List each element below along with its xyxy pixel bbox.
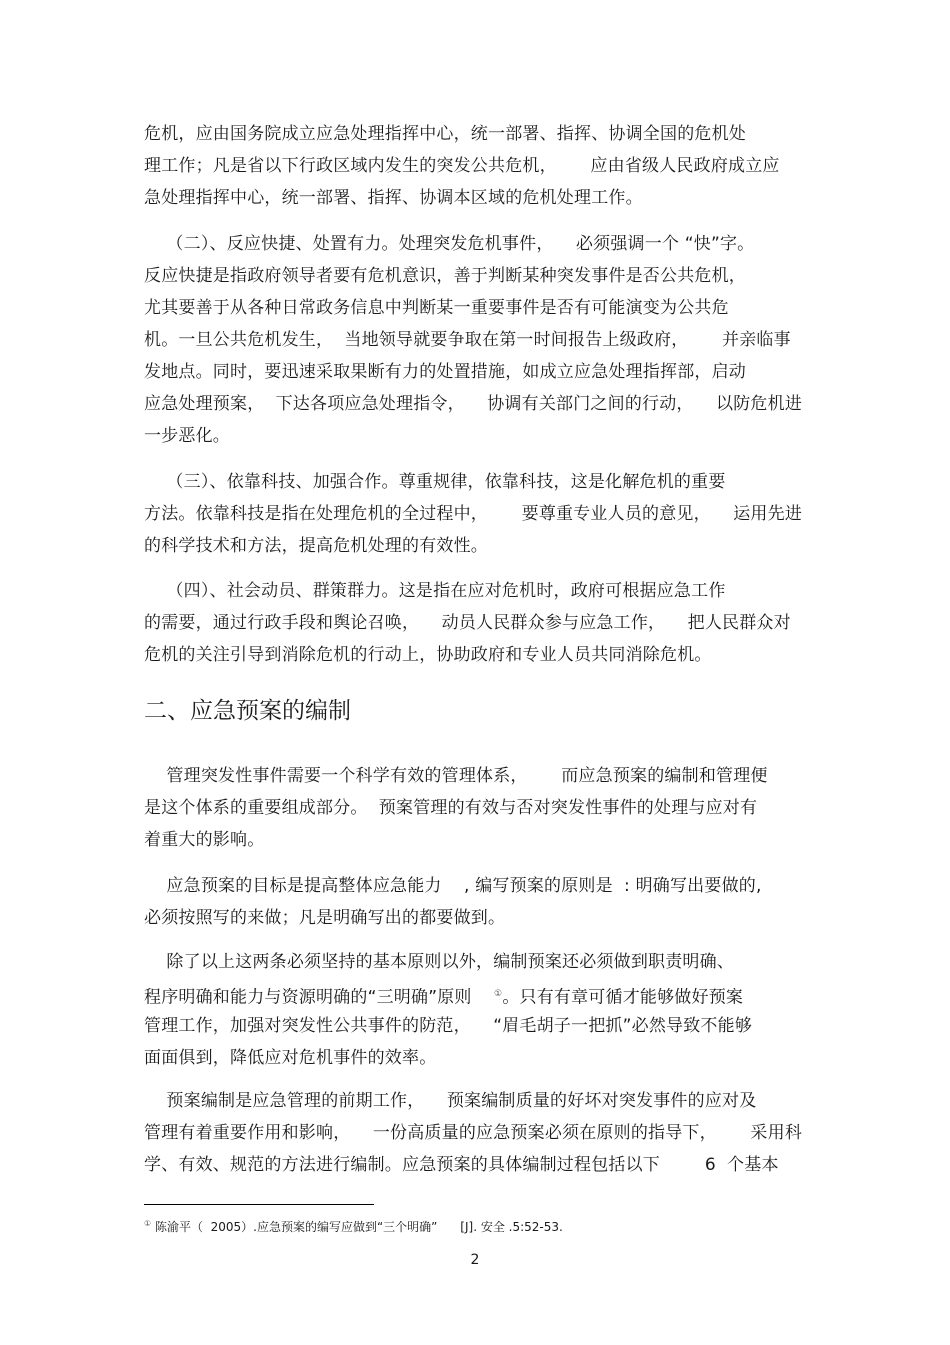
footnote-mark: ① [144,1219,152,1228]
paragraph-7 [144,946,824,1074]
text-line: 危机的关注引导到消除危机的行动上，协助政府和专业人员共同消除危机。 [144,645,712,665]
text-line: （三）、依靠科技、加强合作。尊重规律，依靠科技，这是化解危机的重要 [144,472,726,492]
text-line: 学、有效、规范的方法进行编制。应急预案的具体编制过程包括以下 6 个基本 [144,1155,779,1175]
text-line: （四）、社会动员、群策群力。这是指在应对危机时，政府可根据应急工作 [144,581,726,601]
footnote-text: 陈渝平（ 2005）.应急预案的编写应做到“三个明确” [J]. 安全 .5:52-53. [151,1220,563,1234]
text-line: 危机，应由国务院成立应急处理指挥中心，统一部署、指挥、协调全国的危机处 [144,124,746,144]
text-line: 急处理指挥中心，统一部署、指挥、协调本区域的危机处理工作。 [144,188,643,208]
text-line: 的科学技术和方法，提高危机处理的有效性。 [144,536,488,556]
text-line: 应急处理预案， 下达各项应急处理指令， 协调有关部门之间的行动， 以防危机进 [144,394,803,414]
text-line: 反应快捷是指政府领导者要有危机意识，善于判断某种突发事件是否公共危机， [144,266,746,286]
text-line: 机。一旦公共危机发生， 当地领导就要争取在第一时间报告上级政府， 并亲临事 [144,330,791,350]
paragraph-2 [144,228,824,452]
footnote-reference[interactable]: ① [494,989,503,999]
text-line: 一步恶化。 [144,426,230,446]
section-heading: 二、应急预案的编制 [144,698,351,724]
paragraph-5 [144,760,824,856]
text-line: 预案编制是应急管理的前期工作， 预案编制质量的好坏对突发事件的应对及 [144,1091,757,1111]
text-line: 应急预案的目标是提高整体应急能力 , 编写预案的原则是 : 明确写出要做的, [144,876,762,896]
footnote [144,1216,563,1235]
paragraph-8 [144,1085,824,1181]
footnote-divider [144,1204,374,1205]
text-line [144,978,824,1010]
page-number: 2 [470,1252,480,1268]
paragraph-3 [144,466,824,562]
paragraph-1 [144,118,824,214]
text-line: 着重大的影响。 [144,830,265,850]
text-line: 面面俱到，降低应对危机事件的效率。 [144,1048,437,1068]
text-line: 必须按照写的来做；凡是明确写出的都要做到。 [144,908,506,928]
paragraph-4 [144,575,824,671]
text-line: （二）、反应快捷、处置有力。处理突发危机事件， 必须强调一个 “快”字。 [144,234,755,254]
text-line: 的需要，通过行政手段和舆论召唤， 动员人民群众参与应急工作， 把人民群众对 [144,613,791,633]
text-line: 发地点。同时，要迅速采取果断有力的处置措施，如成立应急处理指挥部，启动 [144,362,746,382]
text-line: 方法。依靠科技是指在处理危机的全过程中， 要尊重专业人员的意见， 运用先进 [144,504,803,524]
paragraph-6 [144,870,824,934]
text-line: 除了以上这两条必须坚持的基本原则以外，编制预案还必须做到职责明确、 [144,952,735,972]
text-line: 理工作；凡是省以下行政区域内发生的突发公共危机， 应由省级人民政府成立应 [144,156,780,176]
text-segment: 程序明确和能力与资源明确的“三明确”原则 [144,987,495,1008]
text-line: 管理突发性事件需要一个科学有效的管理体系， 而应急预案的编制和管理便 [144,766,768,786]
text-segment: 。只有有章可循才能够做好预案 [502,987,744,1008]
text-line: 管理工作，加强对突发性公共事件的防范， “眉毛胡子一把抓”必然导致不能够 [144,1016,753,1036]
text-line: 尤其要善于从各种日常政务信息中判断某一重要事件是否有可能演变为公共危 [144,298,729,318]
text-line: 管理有着重要作用和影响， 一份高质量的应急预案必须在原则的指导下， 采用科 [144,1123,803,1143]
text-line: 是这个体系的重要组成部分。 预案管理的有效与否对突发性事件的处理与应对有 [144,798,758,818]
